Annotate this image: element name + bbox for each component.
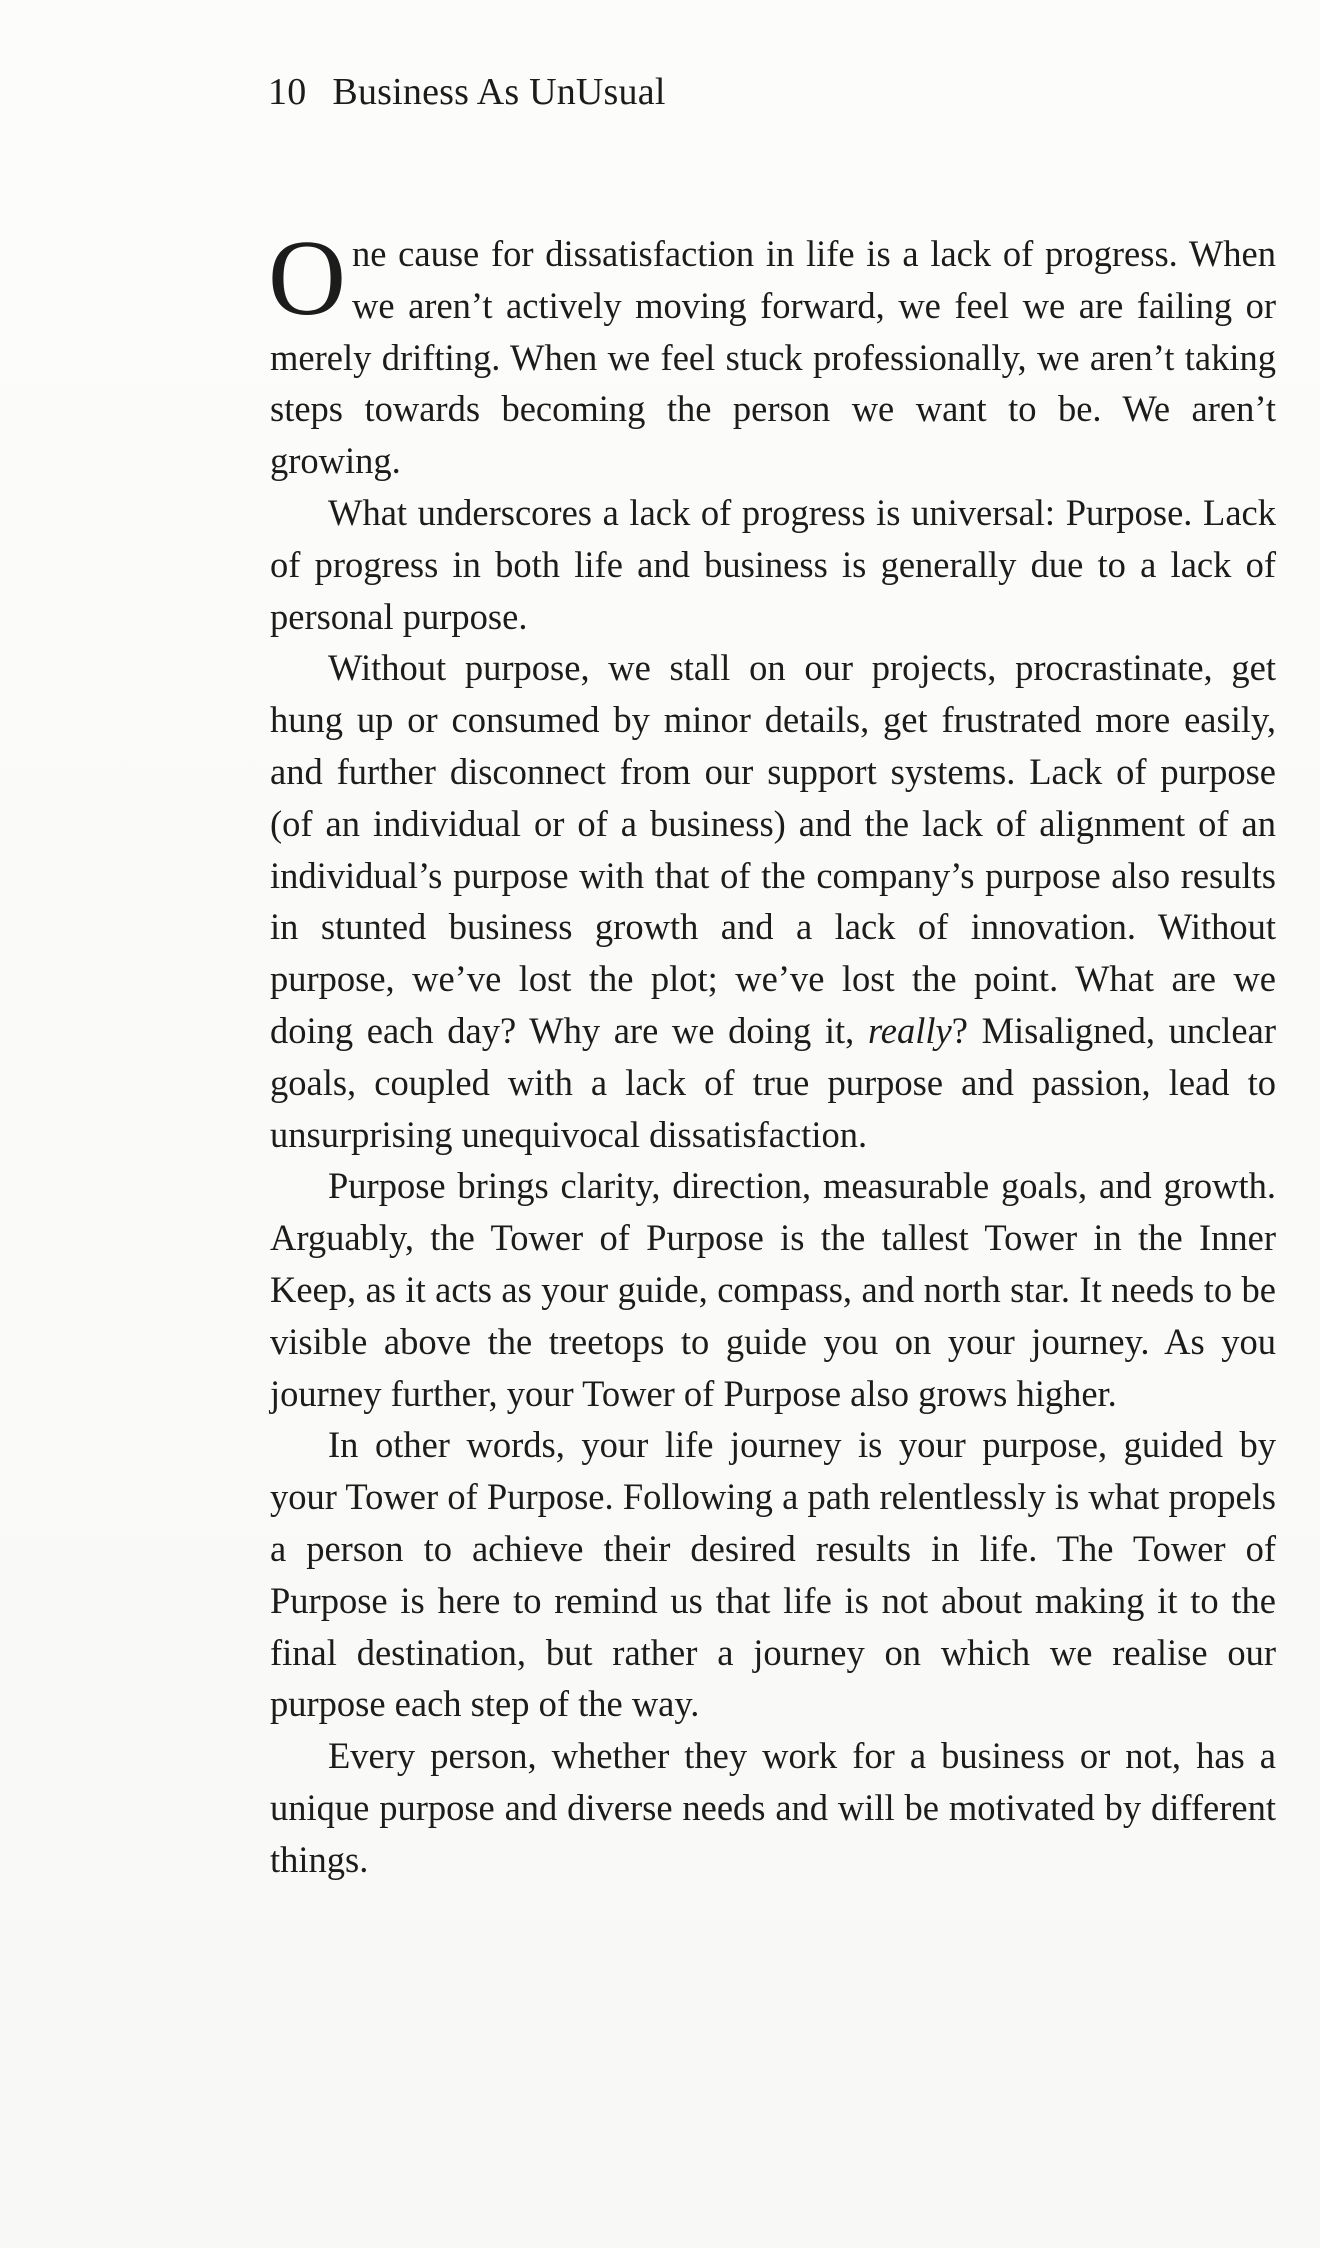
drop-cap: O <box>268 219 346 338</box>
running-head <box>268 70 666 114</box>
paragraph-2: What underscores a lack of progress is universal: Purpose. Lack of progress in both life and business is generally due to a lack of personal purpose. <box>270 491 1276 637</box>
paragraph-3 <box>270 642 1276 1160</box>
paragraph-5: In other words, your life journey is your purpose, guided by your Tower of Purpose. Following a path relentlessly is what propels a person to achieve their desired results in life. The Tower of Purpose is here to remind us that life is not about making it to the final destination, but rather a journey on which we realise our purpose each step of the way. <box>270 1424 1276 1725</box>
emphasis-really: really <box>867 1009 952 1051</box>
paragraph-6: Every person, whether they work for a business or not, has a unique purpose and diverse needs and will be motivated by different things. <box>270 1735 1276 1880</box>
paragraph-1 <box>268 219 1276 487</box>
body-text <box>268 219 1276 1886</box>
page-number: 10 <box>268 71 307 113</box>
book-title: Business As UnUsual <box>332 71 666 113</box>
paragraph-4: Purpose brings clarity, direction, measurable goals, and growth. Arguably, the Tower of Purpose is the tallest Tower in the Inner Keep, as it acts as your guide, compass, and north star. It needs to be visible above the treetops to guide you on your journey. As you journey further, your Tower of Purpose also grows higher. <box>270 1165 1276 1414</box>
paragraph-3-text-b: ? Misaligned, unclear goals, coupled with a lack of true purpose and passion, lead to unsurprising unequivocal dissatisfaction. <box>270 1009 1276 1155</box>
paragraph-1-text: ne cause for dissatisfaction in life is a lack of progress. When we aren’t actively moving forward, we feel we are failing or merely drifting. When we feel stuck professionally, we aren’t taking steps towards becoming the person we want to be. We aren’t growing. <box>270 233 1276 482</box>
paragraph-3-text-a: Without purpose, we stall on our projects, procrastinate, get hung up or consumed by minor details, get frustrated more easily, and further disconnect from our support systems. Lack of purpose (of an individual or of a business) and the lack of alignment of an individual’s purpose with that of the company’s purpose also results in stunted business growth and a lack of innovation. Without purpose, we’ve lost the plot; we’ve lost the point. What are we doing each day? Why are we doing it, <box>270 647 1276 1051</box>
